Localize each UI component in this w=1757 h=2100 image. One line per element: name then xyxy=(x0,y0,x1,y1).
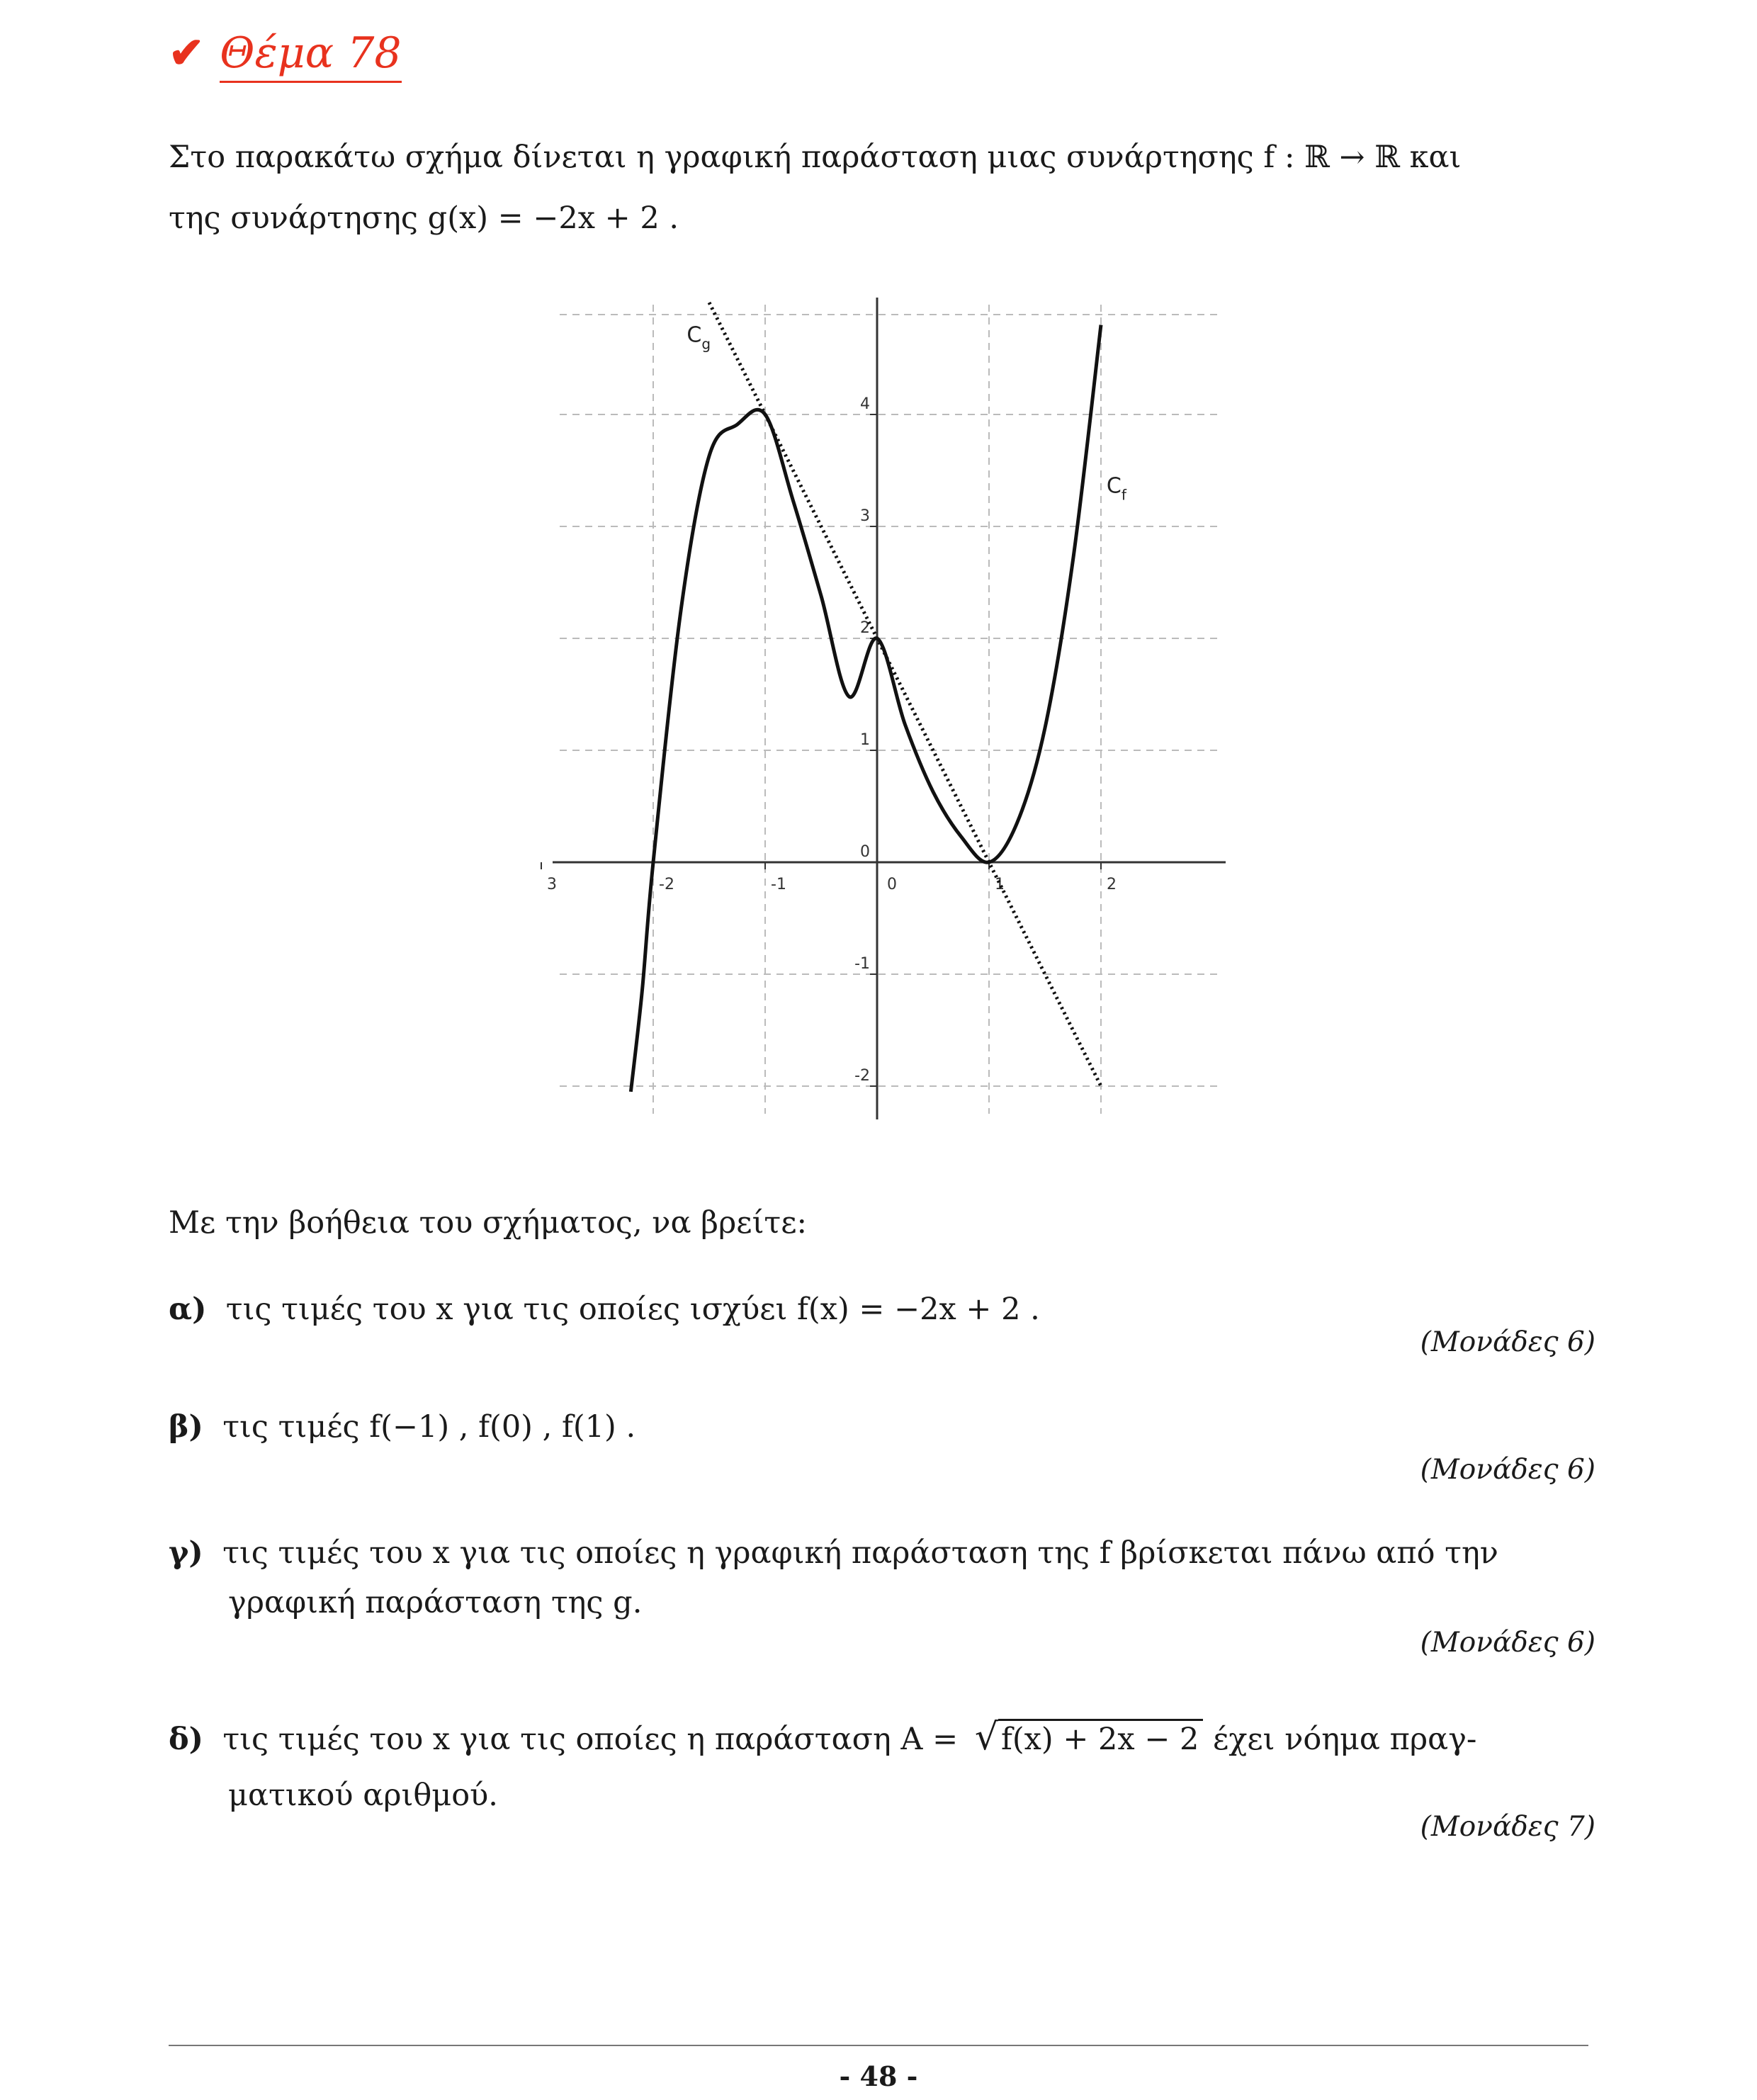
footer-rule xyxy=(169,2045,1588,2046)
question-c-label: γ) xyxy=(169,1535,203,1571)
question-b xyxy=(169,1394,635,1460)
question-d-text: τις τιμές του x για τις οποίες η παράσταση A = xyxy=(222,1722,968,1757)
question-a-marks: (Μονάδες 6) xyxy=(1420,1326,1595,1358)
sqrt-sign: √ xyxy=(974,1716,998,1759)
y-tick-label: 3 xyxy=(860,507,870,525)
question-b-label: β) xyxy=(169,1409,203,1445)
question-c-line-2: γραφική παράσταση της g. xyxy=(228,1585,643,1620)
question-a-label: α) xyxy=(169,1292,207,1327)
series-label-Cg: $C_g$ xyxy=(687,322,711,353)
function-graph xyxy=(538,298,1233,1119)
graph-curves xyxy=(631,303,1101,1092)
series-label-Cf: $C_f$ xyxy=(1106,473,1126,504)
task-prompt: Με την βοήθεια του σχήματος, να βρείτε: xyxy=(169,1205,807,1241)
series-line-Cg xyxy=(709,303,1101,1086)
checkmark-icon: ✔ xyxy=(169,28,205,78)
y-tick-label: -1 xyxy=(854,955,870,973)
question-c-marks: (Μονάδες 6) xyxy=(1420,1627,1595,1659)
x-tick-label: -1 xyxy=(771,876,786,893)
problem-title-text: Θέμα 78 xyxy=(220,28,401,83)
page-number: - 48 - xyxy=(839,2060,918,2092)
question-d-label: δ) xyxy=(169,1722,204,1757)
x-tick-label: 1 xyxy=(995,876,1005,893)
question-d-marks: (Μονάδες 7) xyxy=(1420,1811,1595,1843)
question-b-marks: (Μονάδες 6) xyxy=(1420,1454,1595,1486)
y-tick-label: 2 xyxy=(860,619,870,637)
graph-grid xyxy=(560,305,1219,1114)
question-a xyxy=(169,1277,1040,1342)
y-tick-label: 1 xyxy=(860,731,870,749)
x-tick-label: 3 xyxy=(547,876,557,893)
x-tick-label: 2 xyxy=(1107,876,1117,893)
question-d-line-2: ματικού αριθμού. xyxy=(228,1778,498,1813)
intro-line-2: της συνάρτησης g(x) = −2x + 2 . xyxy=(169,201,679,236)
x-tick-label: 0 xyxy=(887,876,897,893)
graph-tick-labels xyxy=(541,395,1117,1086)
x-tick-label: -2 xyxy=(659,876,674,893)
question-d xyxy=(169,1705,1476,1772)
sqrt-radicand: f(x) + 2x − 2 xyxy=(998,1719,1203,1758)
question-b-text: τις τιμές f(−1) , f(0) , f(1) . xyxy=(222,1409,636,1445)
question-c-text: τις τιμές του x για τις οποίες η γραφική παράσταση της f βρίσκεται πάνω από την xyxy=(222,1535,1498,1571)
y-tick-label: -2 xyxy=(854,1067,870,1085)
y-tick-label: 0 xyxy=(860,843,870,861)
series-line-Cf xyxy=(631,325,1101,1092)
question-a-text: τις τιμές του x για τις οποίες ισχύει f(x) = −2x + 2 . xyxy=(225,1292,1040,1327)
intro-line-1: Στο παρακάτω σχήμα δίνεται η γραφική παράσταση μιας συνάρτησης f : ℝ → ℝ και xyxy=(169,140,1462,175)
problem-title xyxy=(169,28,402,78)
y-tick-label: 4 xyxy=(860,395,870,413)
question-d-text-end: έχει νόημα πραγ- xyxy=(1203,1722,1477,1757)
